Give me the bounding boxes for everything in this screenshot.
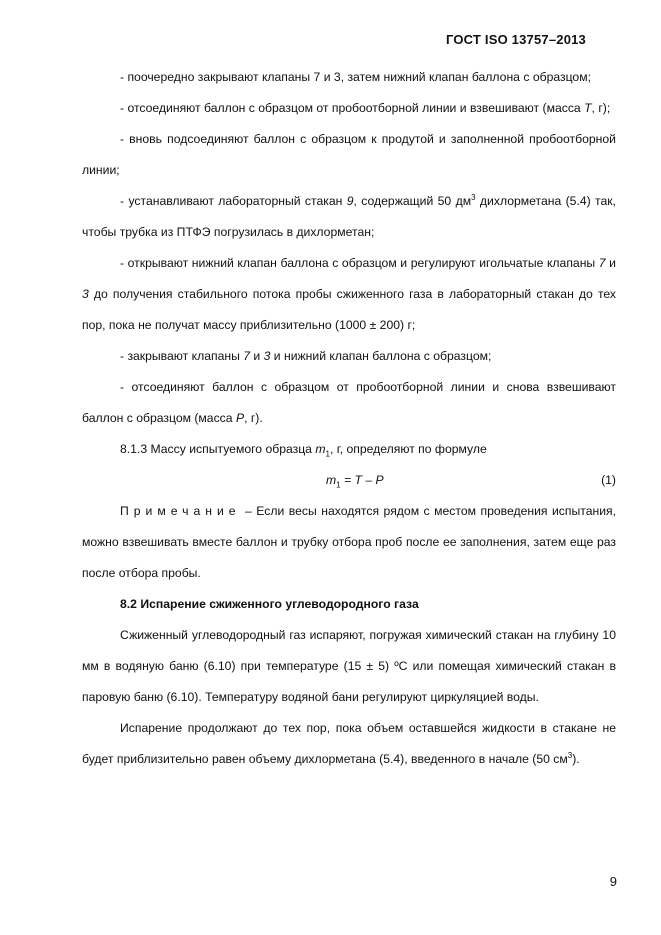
formula-number: (1) (601, 473, 616, 487)
note-label: Примечание (120, 504, 241, 518)
document-code-header: ГОСТ ISO 13757–2013 (445, 32, 586, 47)
step-close-valves: - поочередно закрывают клапаны 7 и 3, затем нижний клапан баллона с образцом; (120, 70, 591, 84)
step-close-needle-valves: - закрывают клапаны 7 и 3 и нижний клапан баллона с образцом; (120, 349, 492, 363)
formula-line (82, 465, 616, 496)
step-reconnect: - вновь подсоединяют баллон с образцом к продутой и заполненной пробоотборной линии; (82, 132, 616, 177)
section-paragraph-2: Испарение продолжают до тех пор, пока объем оставшейся жидкости в стакане не будет приблизительно равен объему дихлорметана (5.4), введенного в начале (50 $см^3$). (82, 721, 616, 766)
step-reweigh: - отсоединяют баллон с образцом от пробоотборной линии и снова взвешивают баллон с образцом (масса P, г). (82, 380, 616, 425)
section-paragraph-1: Сжиженный углеводородный газ испаряют, погружая химический стакан на глубину 10 мм в водяную баню (6.10) при температуре (15 ± 5) ºС или помещая химический стакан в паровую баню (6.10). Температуру водяной бани регулируют циркуляцией воды. (82, 628, 616, 704)
page-number: 9 (609, 874, 617, 889)
clause-8-1-3: 8.1.3 Массу испытуемого образца $m_1$, г, определяют по формуле (120, 442, 487, 459)
section-heading-8-2: 8.2 Испарение сжиженного углеводородного газа (120, 597, 419, 611)
document-body (82, 62, 616, 775)
step-install-beaker: - устанавливают лабораторный стакан 9, содержащий 50 $дм^3$ дихлорметана (5.4) так, чтобы трубка из ПТФЭ погрузилась в дихлорметан; (82, 192, 617, 239)
step-open-valve: - открывают нижний клапан баллона с образцом и регулируют игольчатые клапаны 7 и 3 до получения стабильного потока пробы сжиженного газа в лабораторный стакан до тех пор, пока не получат массу приблизительно (1000 ± 200) г; (82, 256, 616, 332)
step-disconnect-and-weigh: - отсоединяют баллон с образцом от пробоотборной линии и взвешивают (масса T, г); (120, 101, 611, 115)
note: Примечание – Если весы находятся рядом с местом проведения испытания, можно взвешивать вместе баллон и трубку отбора проб после ее заполнения, затем еще раз после отбора пробы. (82, 504, 616, 580)
mass-formula: $m_1 = T - P$ (326, 473, 384, 490)
